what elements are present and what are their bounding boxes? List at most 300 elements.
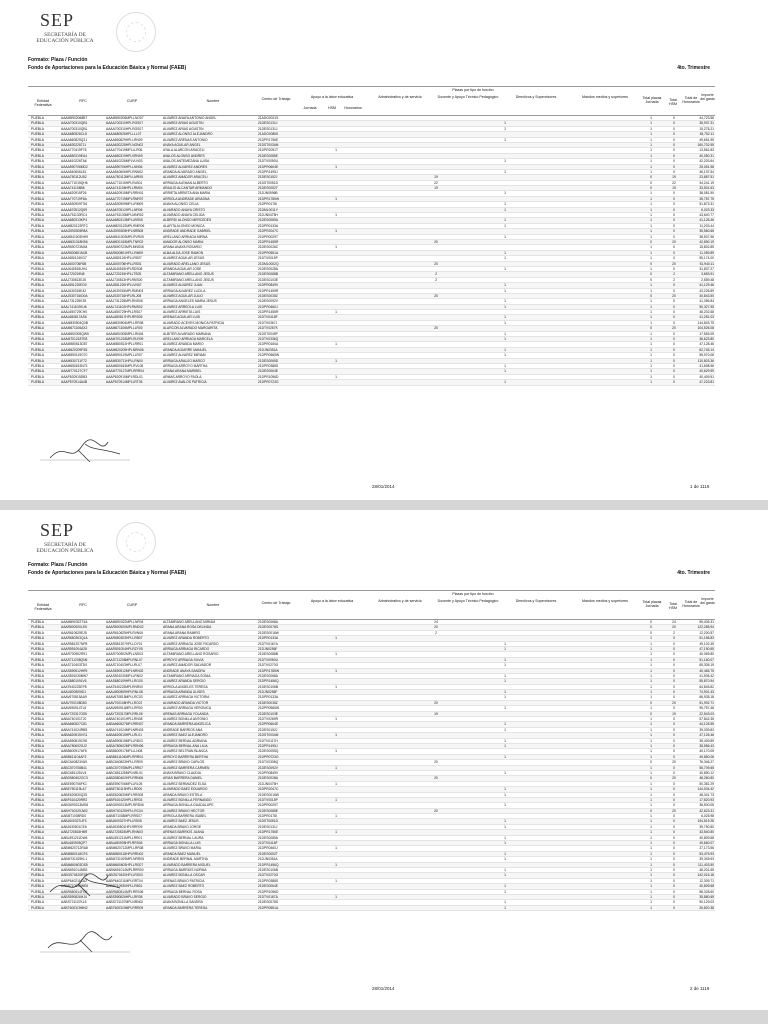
handwritten-signature-icon [30, 928, 140, 958]
cell-nombre: ARANA ARANA MARIBEL [163, 369, 202, 374]
cell-centro-trabajo: 21DST0051D [258, 180, 278, 185]
col-total-hsm: Total HSM [669, 602, 677, 610]
cell-total-hsm: 20 [672, 808, 676, 813]
cell-nombre: ARANDA AGUIRRE MANUEL [163, 347, 207, 352]
cell-nombre: ALVAREZ BERMUDEZ ELSA [163, 781, 207, 786]
cell-rfc: AABM580118GT6 [61, 851, 88, 856]
cell-importe: 144,843.75 [697, 320, 714, 325]
cell-curp: AAAS591030MPLLRN02 [106, 673, 143, 678]
cell-total-hsm: 20 [672, 293, 676, 298]
cell-plaza-value: 1 [504, 223, 506, 228]
cell-entidad: PUEBLA [31, 889, 45, 894]
cell-plaza-value: 1 [504, 819, 506, 824]
cell-total-hsm: 0 [673, 690, 675, 695]
cell-centro-trabajo: 21DPR0604E [258, 164, 279, 169]
cell-curp: AAAV700108HPLLRC02 [106, 700, 143, 705]
cell-total-hsm: 0 [673, 738, 675, 743]
cell-curp: AAAP620915MPLRDL01 [106, 374, 143, 379]
cell-total-jornada: 1 [650, 636, 652, 641]
cell-curp: AAAU800509HPLRNL08 [106, 690, 143, 695]
cell-entidad: PUEBLA [31, 835, 45, 840]
cell-total-hsm: 0 [673, 668, 675, 673]
cell-importe: 39,349.63 [699, 857, 714, 862]
cell-importe: 40,409.51 [699, 374, 714, 379]
cell-entidad: PUEBLA [31, 380, 45, 385]
cell-rfc: AAAA750112U52 [61, 175, 87, 180]
cell-nombre: ARANA ARANA ROSA DELINDA [163, 625, 212, 630]
cell-nombre: ANDRADE ANDRADE GABRIEL [163, 229, 212, 234]
cell-plaza-value: 1 [504, 873, 506, 878]
cell-centro-trabajo: 21DTV0015P [258, 797, 278, 802]
cell-importe: 55,709.65 [699, 765, 714, 770]
cell-rfc: AAAR690723M44 [61, 245, 88, 250]
group-apoyo: Apoyo a la labor educativa [310, 599, 354, 603]
cell-centro-trabajo: 21DPR0551A [258, 250, 279, 255]
cell-rfc: AAAA751130RC4 [61, 213, 88, 218]
cell-curp: AABA780602MPLRRN06 [106, 743, 144, 748]
quarter-label: 4to. Trimestre [677, 65, 710, 71]
cell-total-jornada: 1 [650, 153, 652, 158]
cell-nombre: ANAYA BONILLA SANDRA [163, 900, 203, 905]
cell-plaza-value: 1 [335, 830, 337, 835]
cell-plaza-value: 1 [504, 137, 506, 142]
cell-importe: 12,200.57 [699, 630, 714, 635]
cell-importe: 17,620.93 [699, 797, 714, 802]
cell-total-jornada: 1 [650, 137, 652, 142]
cell-total-hsm: 0 [673, 331, 675, 336]
cell-entidad: PUEBLA [31, 374, 45, 379]
cell-total-hsm: 0 [673, 315, 675, 320]
cell-total-hsm: 0 [673, 679, 675, 684]
cell-total-hsm: 0 [673, 363, 675, 368]
cell-centro-trabajo: 21DES0016W [258, 630, 279, 635]
cell-total-hsm: 0 [673, 132, 675, 137]
cell-total-hsm: 0 [673, 673, 675, 678]
cell-centro-trabajo: 21DPR0178I [258, 814, 277, 819]
cell-centro-trabajo: 21DES0064E [258, 369, 278, 374]
cell-total-hsm: 0 [673, 191, 675, 196]
cell-curp: AABA741024MPLNRN03 [106, 727, 144, 732]
cell-entidad: PUEBLA [31, 353, 45, 358]
cell-rfc: AAAA741106B6 [61, 186, 85, 191]
cell-curp: AAAA660829HPLLRN09 [106, 137, 143, 142]
cell-importe: 36,500.06 [699, 803, 714, 808]
cell-nombre: AVALOS ALONSO ANDRES [163, 153, 205, 158]
cell-curp: AAAJ640515HPLRDS08 [106, 266, 143, 271]
cell-entidad: PUEBLA [31, 668, 45, 673]
cell-curp: AABS590826HPLLRR08 [106, 894, 143, 899]
cell-total-hsm: 0 [673, 347, 675, 352]
cell-importe: 35,787.75 [699, 196, 714, 201]
cell-centro-trabajo: 21DES0052T [258, 851, 278, 856]
cell-nombre: ARRIAGA BERNAL ROSA [163, 889, 202, 894]
col-nombre: Nombre [206, 603, 220, 607]
cell-centro-trabajo: 21DES0131J [258, 824, 278, 829]
cell-centro-trabajo: 21DPR1785W [258, 196, 280, 201]
cell-total-hsm: 0 [673, 797, 675, 802]
cell-total-hsm: 2 [673, 630, 675, 635]
cell-total-jornada: 1 [650, 690, 652, 695]
cell-total-hsm: 19 [672, 186, 676, 191]
cell-total-hsm: 0 [673, 663, 675, 668]
cell-total-hsm: 0 [673, 706, 675, 711]
cell-curp: AAAA670512HPLLNR06 [106, 207, 143, 212]
cell-curp: AABJ720815MPLRNN03 [106, 830, 143, 835]
cell-total-hsm: 0 [673, 304, 675, 309]
cell-curp: AAAA751130MPLMNR02 [106, 213, 144, 218]
cell-plaza-value: 1 [504, 207, 506, 212]
cell-plaza-value: 24 [434, 620, 438, 624]
cell-curp: AAAM541003MPLRVR05 [106, 234, 144, 239]
cell-total-hsm: 0 [673, 770, 675, 775]
cell-entidad: PUEBLA [31, 695, 45, 700]
cell-rfc: AABA620515VG1 [61, 733, 88, 738]
cell-plaza-value: 1 [504, 889, 506, 894]
cell-nombre: ARANDA BARRERA TERESA [163, 905, 208, 910]
cell-nombre: ARROYO BARRERA BERTHA [163, 754, 209, 759]
cell-entidad: PUEBLA [31, 126, 45, 131]
cell-rfc: AABL680905QP7 [61, 841, 88, 846]
cell-total-jornada: 1 [650, 663, 652, 668]
cell-rfc: AAAA530909TG6 [61, 202, 88, 207]
cell-total-jornada: 1 [650, 733, 652, 738]
cell-rfc: AABF610420RR2 [61, 797, 88, 802]
cell-centro-trabajo: 21DPR1456Q [258, 679, 279, 684]
cell-entidad: PUEBLA [31, 641, 45, 646]
cell-importe: 12,309.71 [699, 878, 714, 883]
cell-rfc: AAAT540223EP8 [61, 684, 87, 689]
cell-centro-trabajo: 21DST0034M [258, 142, 279, 147]
cell-curp: AABS721107MPLNRN02 [106, 900, 144, 905]
cell-plaza-value: 1 [335, 717, 337, 722]
cell-curp: AAAV670815MPLLRC03 [106, 695, 143, 700]
cell-nombre: ARRIAGA ALVAREZ LUCILA [163, 288, 206, 293]
cell-nombre: ALTAMIRANO ARELLANO ROSARIO [163, 652, 219, 657]
cell-curp: AAAR600801HPLLRM09 [106, 250, 144, 255]
cell-rfc: AAAA700310QB1 [61, 121, 88, 126]
cell-total-hsm: 0 [673, 153, 675, 158]
cell-centro-trabajo: 21DES0152J [258, 727, 278, 732]
cell-nombre: ARRIAGA BONILLA GUADALUPE [163, 803, 214, 808]
cell-importe: 43,226.89 [699, 288, 714, 293]
cell-centro-trabajo: 21DPR1056D [258, 889, 279, 894]
cell-centro-trabajo: 21DES0092V [258, 299, 278, 304]
cell-total-jornada: 1 [650, 814, 652, 819]
cell-plaza-value: 1 [335, 374, 337, 379]
cell-plaza-value: 1 [504, 369, 506, 374]
cell-entidad: PUEBLA [31, 765, 45, 770]
cell-curp: AAAJ720219HPLLTS05 [106, 272, 142, 277]
cell-entidad: PUEBLA [31, 320, 45, 325]
cell-rfc: AAAR600801MJ8 [61, 250, 88, 255]
cell-entidad: PUEBLA [31, 132, 45, 137]
cell-rfc: AABJ630501CE6 [61, 824, 87, 829]
cell-total-jornada: 1 [650, 116, 652, 120]
cell-total-jornada: 0 [650, 808, 652, 813]
col-curp: CURP [126, 603, 138, 607]
cell-rfc: AABA740101TJ0 [61, 717, 87, 722]
cell-nombre: ARRIOLA BARRERA ISABEL [163, 814, 207, 819]
format-line: Formato: Plaza / Función [28, 57, 88, 63]
cell-plaza-value: 1 [504, 770, 506, 775]
cell-entidad: PUEBLA [31, 673, 45, 678]
cell-centro-trabajo: 21DJN0351A [258, 347, 278, 352]
cell-importe: 40,465.75 [699, 668, 714, 673]
cell-nombre: ARRIAGA BARRIOS NORMA [163, 867, 207, 872]
cell-centro-trabajo: 21DPR2091T [258, 148, 278, 153]
cell-nombre: ARMAS ARROYO PAOLA [163, 374, 202, 379]
cell-entidad: PUEBLA [31, 347, 45, 352]
page-number: 2 de 1119 [690, 986, 710, 991]
cell-nombre: ARROYO ARRIAGA SILVIA [163, 657, 204, 662]
cell-rfc: AAAA700310QB1 [61, 126, 88, 131]
cell-nombre: ANAYA AGUILAR ANGEL [163, 142, 201, 147]
cell-importe: 41,356.84 [699, 299, 714, 304]
cell-plaza-value: 1 [504, 857, 506, 862]
group-docente: Docente y Apoyo Técnico Pedagógico [437, 599, 499, 603]
cell-curp: AAAM650305MPLLRN04 [106, 331, 144, 336]
cell-importe: 13,561.83 [699, 148, 714, 153]
cell-total-jornada: 1 [650, 835, 652, 840]
cell-rfc: AAAM5902068B7 [61, 116, 88, 120]
cell-curp: AAAJ600706HPLLRS01 [106, 261, 142, 266]
cell-total-jornada: 1 [650, 797, 652, 802]
cell-plaza-value: 1 [335, 358, 337, 363]
cell-total-hsm: 0 [673, 250, 675, 255]
cell-curp: AABJ630501HPLRRR09 [106, 824, 143, 829]
cell-importe: 48,201.65 [699, 867, 714, 872]
cell-importe: 41,905.42 [699, 673, 714, 678]
cell-rfc: AABG690313MS8 [61, 803, 88, 808]
cell-importe: 48,202.68 [699, 310, 714, 315]
cell-plaza-value: 1 [504, 905, 506, 910]
cell-importe: 2,559.48 [701, 277, 714, 282]
handwritten-signature-icon [30, 436, 140, 466]
cell-rfc: AABM660603DS5 [61, 862, 88, 867]
cell-rfc: AABJ720815HM9 [61, 830, 88, 835]
cell-centro-trabajo: 21DST0034M [258, 733, 279, 738]
cell-curp: AABM620712MPLLRR08 [106, 846, 144, 851]
cell-total-hsm: 0 [673, 905, 675, 910]
cell-nombre: ARANA ANAYA ROSARIO [163, 245, 202, 250]
cell-curp: AABT600319MPLRRR09 [106, 905, 144, 910]
cell-total-hsm: 0 [673, 889, 675, 894]
cell-plaza-value: 20 [434, 760, 438, 765]
cell-rfc: AABB611104AF3 [61, 754, 87, 759]
cell-importe: 6,025.98 [701, 814, 714, 819]
cell-total-jornada: 1 [650, 905, 652, 910]
cell-curp: AAAS680109HPLLRG00 [106, 679, 143, 684]
cell-centro-trabajo: 21DPR0849V [258, 283, 279, 288]
cell-rfc: AAAP570914A4B [61, 380, 88, 385]
cell-rfc: AABL591211DW4 [61, 835, 88, 840]
cell-curp: AABE620830MPLRRS08 [106, 792, 144, 797]
cell-total-jornada: 1 [650, 331, 652, 336]
cell-total-hsm: 0 [673, 894, 675, 899]
cell-centro-trabajo: 21DES0085E [258, 153, 278, 158]
cell-rfc: AABJ600327UF3 [61, 819, 87, 824]
cell-nombre: ARRIAGA ALEMAN ALBERTO [163, 180, 208, 185]
cell-total-jornada: 1 [650, 169, 652, 174]
cell-curp: AABL591211MPLLRR01 [106, 835, 143, 840]
cell-entidad: PUEBLA [31, 148, 45, 153]
cell-centro-trabajo: 21DES0078G [258, 625, 279, 630]
cell-plaza-value: 1 [335, 652, 337, 657]
cell-plaza-value: 1 [335, 733, 337, 738]
cell-total-jornada: 1 [650, 121, 652, 126]
cell-nombre: ALTAMIRANO ARRIAGA SONIA [163, 673, 211, 678]
cell-total-jornada: 1 [650, 288, 652, 293]
cell-total-hsm: 0 [673, 873, 675, 878]
cell-centro-trabajo: 21DTV0117H [258, 738, 278, 743]
cell-entidad: PUEBLA [31, 169, 45, 174]
cell-plaza-value: 1 [335, 765, 337, 770]
cell-centro-trabajo: 21DPR0723G [258, 380, 279, 385]
cell-total-hsm: 0 [673, 830, 675, 835]
cell-total-hsm: 0 [673, 641, 675, 646]
sep-logo [30, 518, 150, 558]
cell-nombre: ALVARADO ANAYA CELIDA [163, 213, 205, 218]
cell-rfc: AABC570708B41 [61, 765, 87, 770]
cell-total-jornada: 0 [650, 326, 652, 331]
cell-entidad: PUEBLA [31, 738, 45, 743]
cell-importe: 34,241.19 [699, 180, 714, 185]
cell-total-hsm: 0 [673, 121, 675, 126]
cell-rfc: AABA741024RB5 [61, 727, 88, 732]
cell-entidad: PUEBLA [31, 207, 45, 212]
cell-nombre: ALVAREZ AGUILAR JULIO [163, 293, 204, 298]
cell-nombre: ANDRADE ANAYA SANDRA [163, 668, 206, 673]
cell-rfc: AABC640823VA9 [61, 760, 87, 765]
cell-importe: 23,887.51 [699, 175, 714, 180]
cell-importe: 95,757.48 [699, 706, 714, 711]
cell-plaza-value: 1 [504, 841, 506, 846]
col-centro: Centro de Trabajo [261, 601, 291, 605]
page-gap [0, 1010, 768, 1024]
cell-plaza-value: 1 [504, 234, 506, 239]
cell-entidad: PUEBLA [31, 749, 45, 754]
cell-centro-trabajo: 21DST0049P [258, 331, 278, 336]
cell-total-hsm: 0 [673, 835, 675, 840]
cell-total-jornada: 1 [650, 727, 652, 732]
cell-plaza-value: 2 [435, 272, 437, 277]
group-admin: Administrativo y de servicio [378, 599, 422, 603]
cell-rfc: AAAA540606L81 [61, 169, 87, 174]
cell-rfc: AABM620712RA8 [61, 846, 88, 851]
cell-centro-trabajo: 21DTV0257K [258, 326, 278, 331]
cell-curp: AABM660603HPLLRG07 [106, 862, 144, 867]
cell-rfc: AAAA670512Q59 [61, 207, 88, 212]
cell-entidad: PUEBLA [31, 851, 45, 856]
column-header [28, 86, 715, 116]
cell-total-jornada: 0 [650, 760, 652, 765]
cell-total-hsm: 0 [673, 342, 675, 347]
group-directivos: Directivos y Supervisores [515, 95, 557, 99]
cell-nombre: ANDRADE BARRIOS ANA [163, 727, 203, 732]
cell-total-hsm: 0 [673, 765, 675, 770]
cell-total-jornada: 1 [650, 738, 652, 743]
data-table-page-1 [28, 116, 715, 386]
table-row [28, 380, 715, 385]
cell-centro-trabajo: 21DPR0178I [258, 202, 277, 207]
cell-centro-trabajo: 21DES0106B [258, 684, 278, 689]
cell-total-jornada: 1 [650, 353, 652, 358]
cell-centro-trabajo: 21DPR1756E [258, 137, 279, 142]
cell-importe: 111,403.50 [697, 862, 714, 867]
cell-plaza-value: 20 [434, 261, 438, 266]
cell-centro-trabajo: 21DTV0050U [258, 159, 278, 164]
cell-plaza-value: 1 [504, 169, 506, 174]
col-curp: CURP [126, 99, 138, 103]
cell-nombre: ARRIAGA ARANDA ULISES [163, 690, 205, 695]
cell-importe: 110,803.36 [697, 358, 714, 363]
cell-rfc: AAAM530711F72 [61, 358, 87, 363]
cell-nombre: ALVAREZ ARRIAGA VERONICA [163, 706, 212, 711]
cell-curp: AAAL741102HPLRMS02 [106, 304, 143, 309]
cell-plaza-value: 1 [504, 288, 506, 293]
cell-rfc: AABE590706FK1 [61, 781, 87, 786]
cell-nombre: ARAUJO ALCANTAR ARMANDO [163, 186, 213, 191]
cell-importe: 142,016.18 [697, 873, 714, 878]
cell-curp: AABM731029MPLNRR05 [106, 857, 144, 862]
cell-total-jornada: 1 [650, 299, 652, 304]
cell-importe: 194,519.28 [697, 819, 714, 824]
cell-centro-trabajo: 21DES0068A [258, 620, 278, 624]
cell-nombre: ALBERDI ALONSO MERCEDES [163, 218, 212, 223]
cell-entidad: PUEBLA [31, 234, 45, 239]
cell-centro-trabajo: 21DPR0160A [258, 342, 279, 347]
cell-nombre: AMADOR ALONSO MARIA [163, 239, 204, 244]
cell-nombre: ALVAREZ AVALOS PATRICIA [163, 380, 207, 385]
cell-rfc: AAAS711208QN6 [61, 657, 88, 662]
cell-plaza-value: 1 [335, 814, 337, 819]
cell-nombre: AYALA ALARCON ARACELI [163, 148, 205, 153]
cell-total-hsm: 0 [673, 213, 675, 218]
cell-total-hsm: 0 [673, 841, 675, 846]
cell-total-jornada: 0 [650, 293, 652, 298]
cell-entidad: PUEBLA [31, 175, 45, 180]
cell-curp: AAAJ851220HPLLVN07 [106, 283, 142, 288]
cell-importe: 15,275.21 [699, 126, 714, 131]
cell-entidad: PUEBLA [31, 652, 45, 657]
cell-total-hsm: 20 [672, 239, 676, 244]
cell-total-jornada: 1 [650, 706, 652, 711]
cell-importe: 55,870.94 [699, 679, 714, 684]
cell-nombre: ARANA ARANA RAMIRO [163, 630, 201, 635]
cell-centro-trabajo: 21ADG0080K [258, 132, 279, 137]
cell-nombre: ALVAREZ ANAYA ANTONIO ANGEL [163, 116, 217, 120]
cell-importe: 49,102.45 [699, 641, 714, 646]
cell-total-hsm: 0 [673, 234, 675, 239]
logo-text: SEP [40, 10, 75, 30]
cell-rfc: AABR710930WE6 [61, 884, 89, 889]
cell-nombre: ANAYA BRAVO CLAUDIA [163, 770, 201, 775]
cell-importe: 50,381.29 [699, 781, 714, 786]
cell-nombre: ALVAREZ ARRIETA LUIS [163, 310, 201, 315]
cell-centro-trabajo: 21DES0131J [258, 126, 278, 131]
cell-total-hsm: 2 [673, 272, 675, 277]
cell-nombre: ARENAS ARRIAGA YOLANDA [163, 711, 209, 716]
cell-importe: 51,873.31 [699, 202, 714, 207]
cell-total-jornada: 1 [650, 148, 652, 153]
cell-total-jornada: 1 [650, 310, 652, 315]
cell-curp: AABG690313MPLRRD06 [106, 803, 144, 808]
cell-total-jornada: 1 [650, 652, 652, 657]
cell-total-jornada: 1 [650, 191, 652, 196]
cell-total-hsm: 20 [672, 625, 676, 630]
cell-entidad: PUEBLA [31, 363, 45, 368]
cell-importe: 41,126.46 [699, 218, 714, 223]
